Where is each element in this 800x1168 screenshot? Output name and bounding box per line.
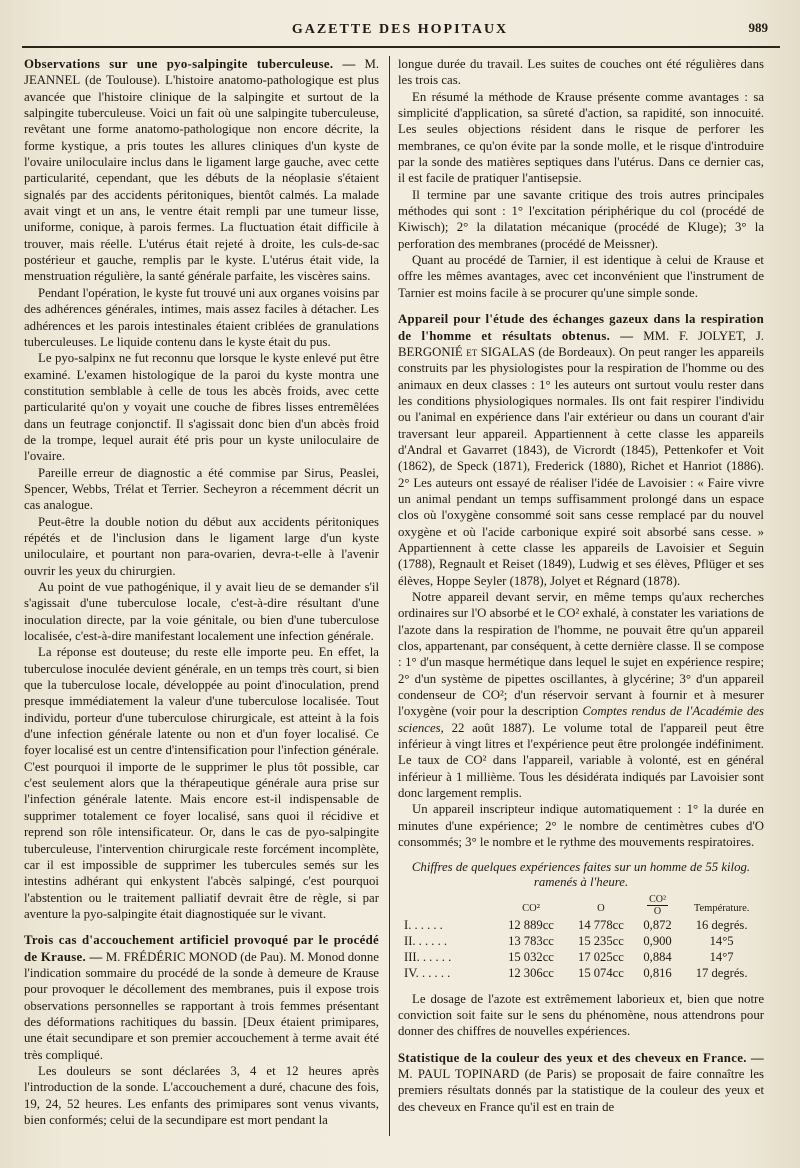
citation: Comptes rendus de l'Académie des sciences, xyxy=(398,704,765,735)
paragraph: Peut-être la double notion du début aux accidents péritoniques répétés et de l'inclusion dans le ligament large d'un kyste uniloculaire, et pourtant non para-ovarien, devra-t-elle à l'avenir ouvrir les yeux du chirurgien. xyxy=(24,514,379,578)
table-row xyxy=(398,949,764,965)
header-temperature: Température. xyxy=(693,902,750,914)
article-krause-intro xyxy=(24,932,379,1063)
cell-temperature: 14°5 xyxy=(709,933,734,948)
right-column xyxy=(398,56,764,1115)
ratio-numerator: CO² xyxy=(649,893,666,905)
row-label: III. . . . . . xyxy=(404,949,452,964)
article-title: Statistique de la couleur des yeux et des cheveux en France. — xyxy=(398,1050,764,1065)
paragraph: Au point de vue pathogénique, il y avait lieu de se demander s'il s'agissait d'une tuberculose locale, c'est-à-dire résultant d'une inoculation directe, par la voie génitale, ou bien d'une tuberculose localisée, c'est-à-dire manifestant localement une infection générale. xyxy=(24,580,379,644)
paragraph-text: Notre appareil devant servir, en même temps qu'aux recherches ordinaires sur l'O absorbé et le CO² exhalé, à constater les variations de l'azote dans la respiration de l'homme, ne pouvait être qu'un appareil clos, appartenant, par conséquent, à cette dernière classe. Il se compose : 1° d'un masque hermétique dans lequel le sujet en expérience respire; 2° d'un système de pipettes oscillantes, à glycérine; 3° d'un appareil condenseur de CO²; d'un réservoir servant à fournir et à mesurer l'oxygène (voir pour la description xyxy=(398,590,764,719)
paragraph: Le pyo-salpinx ne fut reconnu que lorsque le kyste enlevé put être examiné. L'examen histologique de la paroi du kyste montra une constitution semblable à celle de tous les abcès froids, avec cette particularité qu'on y voyait une couche de fibres lisses entremêlées dans un feutrage conjonctif. Il s'agissait donc bien d'un abcès froid de la trompe, lequel aurait été pris pour un kyste uniloculaire de l'ovaire. xyxy=(24,351,379,464)
header-o: O xyxy=(597,902,605,914)
paragraph xyxy=(398,589,764,801)
cell-co2: 12 889cc xyxy=(508,917,554,932)
table-caption: Chiffres de quelques expériences faites sur un homme de 55 kilog. ramenés à l'heure. xyxy=(411,859,751,889)
row-label: I. . . . . . xyxy=(404,917,443,932)
article-author: M. PAUL TOPINARD xyxy=(398,1066,520,1081)
cell-o: 15 235cc xyxy=(578,933,624,948)
cell-ratio: 0,900 xyxy=(643,933,672,948)
article-pyo-salpingite-intro xyxy=(24,56,379,285)
cell-co2: 15 032cc xyxy=(508,949,554,964)
page-header xyxy=(20,20,780,42)
cell-ratio: 0,872 xyxy=(643,917,672,932)
paragraph: La réponse est douteuse; du reste elle importe peu. En effet, la tuberculose inoculée devient générale, en un temps très court, si bien que la tuberculose locale, développée au point d'inoculation, prend presque immédiatement la valeur d'une tuberculose localisée. Tout individu, porteur d'une tuberculose chirurgicale, est atteint à la fois d'une infection générale latente ou non et d'un foyer localisé. Ce foyer localisé est un centre d'intensification pour l'infection générale. C'est pourquoi il importe de le supprimer le plus tôt possible, car c'est seulement alors que la thérapeutique générale aura prise sur l'infection générale latente. Mais encore est-il indispensable de supprimer totalement ce foyer localisé, sans quoi il récidive et reprend son rôle intensificateur. Or, dans le cas de pyo-salpingite tuberculeuse, l'intervention chirurgicale reste forcément incomplète, car il est impossible de supprimer les tubercules semés sur les intestins adhérant qui enkystent l'abcès salpingé, c'est pourquoi l'abstention ou le traitement palliatif devrait être de règle, si par aventure la pyo-salpingite était diagnostiquée sur le vivant. xyxy=(24,645,379,921)
article-title: Observations sur une pyo-salpingite tuberculeuse. — xyxy=(24,57,356,71)
row-label: IV. . . . . . xyxy=(404,965,451,980)
paragraph: (de Bordeaux). On peut ranger les appareils construits par les physiologistes pour la respiration de l'homme ou des animaux en deux classes : 1° les auteurs ont surtout voulu rester dans les conditions physiologiques normales. Ils ont fait respirer l'individu ou l'animal en expérience dans l'air extérieur ou dans un courant d'air traversant leur appareil. Appartiennent à cette classe les appareils d'Andral et Gavarret (1843), de Vicrordt (1845), Pettenkofer et Voit (1862), de Speck (1871), Frederick (1880), Richet et Hanriot (1886). 2° Les auteurs ont essayé de réaliser l'idée de Lavoisier : « Faire vivre un animal pendant un temps suffisamment prolongé dans un espace clos où l'oxygène consommé soit sans cesse remplacé par du nouvel oxygène et où l'acide carbonique expiré soit absorbé sans cesse. » Appartiennent à cette classe les appareils de Lavoisier et Seguin (1788), Regnault et Reiset (1849), Ludwig et ses élèves, Pflüger et ses élèves, Hoppe Seyler (1878), Jolyet et Régnard (1878). xyxy=(398,344,764,588)
paragraph: Le dosage de l'azote est extrêmement laborieux et, bien que notre conviction soit faite sur le sens du phénomène, nous attendrons pour donner des chiffres de nouvelles expériences. xyxy=(398,991,764,1039)
paragraph: (de Paris) se proposait de faire connaître les premiers résultats donnés par la statistique de la couleur des yeux et des cheveux en France qu'il est en train de xyxy=(398,1066,764,1114)
cell-o: 15 074cc xyxy=(578,965,624,980)
column-divider xyxy=(389,56,390,1136)
paragraph: Quant au procédé de Tarnier, il est identique à celui de Krause et offre les mêmes avantages, avec cet inconvénient que l'instrument de Tarnier est moins facile à se procurer qu'une simple sonde. xyxy=(398,253,764,300)
article-title: Trois cas d'accouchement artificiel provoqué par le procédé de Krause. — xyxy=(24,933,379,964)
paragraph: (de Toulouse). L'histoire anatomo-pathologique est plus avancée que l'histoire clinique de la salpingite et surtout de la salpingite tuberculeuse. Voici un fait où une salpingite tuberculeuse, revêtant une forme anatomo-pathologique non encore décrite, la forme kystique, a pris toutes les allures cliniques d'un kyste de l'ovaire uniloculaire inclus dans le ligament large gauche, avec cette particularité, cependant, que les débuts de la néoplasie s'étaient signalés par des accidents péritoniques, bientôt calmés. La malade avait vingt et un ans, le ventre était rempli par une tumeur lisse, uniforme, conique, à parois fermes. La fluctuation était difficile à trouver, mais réelle. L'utérus était rejeté à droite, les culs-de-sac postérieur et gauche, remplis par le kyste. L'utérus était vide, la menstruation régulière, la santé générale parfaite, les viscères sains. xyxy=(24,73,379,284)
cell-o: 17 025cc xyxy=(578,949,624,964)
cell-o: 14 778cc xyxy=(578,917,624,932)
cell-temperature: 17 degrés. xyxy=(695,965,748,980)
row-label: II. . . . . . xyxy=(404,933,448,948)
journal-title: GAZETTE DES HOPITAUX xyxy=(291,22,509,37)
header-co2: CO² xyxy=(522,902,540,914)
header-rule xyxy=(22,46,780,48)
table-row xyxy=(398,917,764,933)
article-author: M. FRÉDÉRIC MONOD xyxy=(105,949,238,964)
paragraph: Les douleurs se sont déclarées 3, 4 et 12 heures après l'introduction de la sonde. L'accouchement a duré, chacune des fois, 19, 24, 52 heures. Les enfants des primipares sont venus vivants, bien conformés; celui de la secundipare est mort pendant la xyxy=(24,1063,379,1127)
article-authors: MM. F. JOLYET, J. BERGONIÉ et SIGALAS xyxy=(398,328,765,359)
cell-temperature: 14°7 xyxy=(709,949,734,964)
experiments-table xyxy=(398,894,764,981)
article-title: Appareil pour l'étude des échanges gazeux dans la respiration de l'homme et résultats obtenus. — xyxy=(398,312,764,343)
cell-temperature: 16 degrés. xyxy=(695,917,748,932)
paragraph: Pendant l'opération, le kyste fut trouvé uni aux organes voisins par des adhérences générales, intimes, mais assez faciles à détacher. Les adhérences et les parois intestinales étaient criblées de granulations tuberculeuses. Le liquide contenu dans le kyste était du pus. xyxy=(24,285,379,349)
cell-ratio: 0,884 xyxy=(643,949,672,964)
ratio-fraction xyxy=(647,894,668,917)
header-label xyxy=(398,894,496,917)
article-appareil-intro xyxy=(398,311,764,589)
paragraph: longue durée du travail. Les suites de couches ont été régulières dans les trois cas. xyxy=(398,57,764,88)
paragraph: (de Pau). M. Monod donne l'indication sommaire du procédé de la sonde à demeure de Krause pour provoquer le décollement des membranes, puis il expose trois observations personnelles se rapportant à trois femmes présentant des déformations rachitiques du bassin. [Deux étaient primipares, une était secundipare et son premier accouchement à terme avait été très compliqué. xyxy=(24,949,379,1062)
cell-co2: 13 783cc xyxy=(508,933,554,948)
article-statistique-intro xyxy=(398,1050,764,1115)
paragraph: En résumé la méthode de Krause présente comme avantages : sa simplicité d'application, sa sûreté d'action, sa rapidité, son innocuité. Les seules objections résident dans le risque de perforer les membranes, ce qu'on évite par la sonde molle, et le risque d'introduire par la sonde des matières septiques dans l'utérus. Dans ce dernier cas, il est facile de pratiquer l'antisepsie. xyxy=(398,89,764,186)
paragraph: Pareille erreur de diagnostic a été commise par Sirus, Peaslei, Spencer, Webbs, Trélat et Terrier. Secheyron a récemment décrit un cas analogue. xyxy=(24,465,379,513)
table-header-row xyxy=(398,894,764,917)
table-row xyxy=(398,965,764,981)
cell-co2: 12 306cc xyxy=(508,965,554,980)
page-number: 989 xyxy=(748,20,768,35)
left-column xyxy=(24,56,379,1128)
paragraph: Un appareil inscripteur indique automatiquement : 1° la durée en minutes d'une expérience; 2° le nombre de centimètres cubes d'O consommés; 3° le nombre et le rythme des mouvements respiratoires. xyxy=(398,802,764,850)
paragraph-text: 22 août 1887). Le volume total de l'appareil peut être inférieur à vingt litres et l'expérience peut être prolongée indéfiniment. Le taux de CO² dans l'appareil, variable à volonté, est en général inférieur à 1 millième. Tous les désidérata indiqués par Lavoisier sont donc largement remplis. xyxy=(398,720,764,801)
article-author: M. JEANNEL xyxy=(24,57,380,88)
paragraph: Il termine par une savante critique des trois autres principales méthodes qui sont : 1° l'excitation périphérique du col (procédé de Kiwisch); 2° la dilatation mécanique (procédé de Kluge); 3° la perforation des membranes (procédé de Meissner). xyxy=(398,187,764,251)
header-ratio xyxy=(636,894,679,917)
table-row xyxy=(398,933,764,949)
ratio-denominator: O xyxy=(653,905,662,917)
cell-ratio: 0,816 xyxy=(643,965,672,980)
